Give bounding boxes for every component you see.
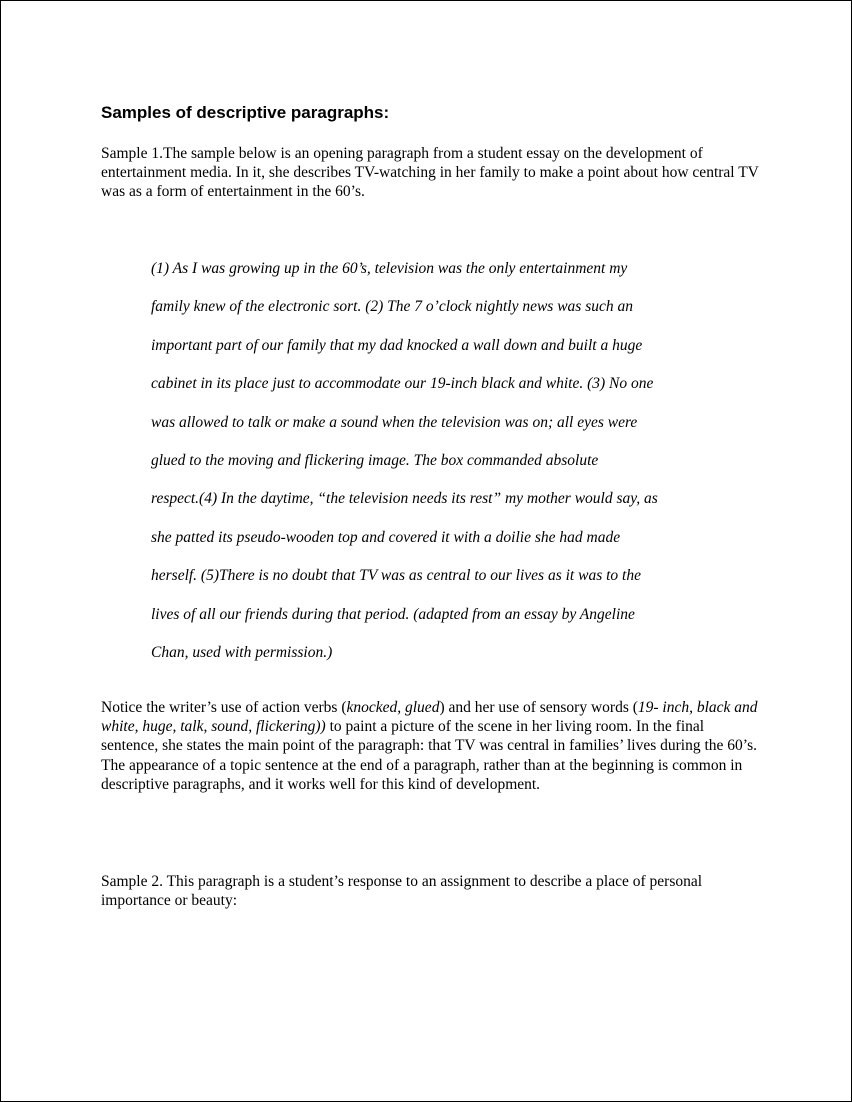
excerpt-line: family knew of the electronic sort. (2) The 7 o’clock nightly news was such an	[151, 298, 633, 316]
excerpt-line: cabinet in its place just to accommodate our 19-inch black and white. (3) No one	[151, 375, 654, 393]
excerpt-line: Chan, used with permission.)	[151, 643, 333, 661]
analysis-text: Notice the writer’s use of action verbs (	[101, 699, 347, 716]
analysis-text: ) and her use of sensory words (	[439, 699, 638, 716]
sample2-intro: Sample 2. This paragraph is a student’s response to an assignment to describe a place of personal importance or beauty:	[101, 873, 703, 910]
sample1-excerpt	[151, 259, 658, 681]
excerpt-line: was allowed to talk or make a sound when the television was on; all eyes were	[151, 413, 638, 431]
excerpt-line: lives of all our friends during that period. (adapted from an essay by Angeline	[151, 605, 635, 623]
sensory-words: 19- inch, black and white, huge, talk, sound, flickering))	[101, 699, 758, 736]
excerpt-line: she patted its pseudo-wooden top and covered it with a doilie she had made	[151, 528, 621, 546]
excerpt-line: glued to the moving and flickering image. The box commanded absolute	[151, 451, 599, 469]
excerpt-line: herself. (5)There is no doubt that TV was as central to our lives as it was to the	[151, 567, 641, 585]
sample1-intro: Sample 1.The sample below is an opening paragraph from a student essay on the development of entertainment media. In it, she describes TV-watching in her family to make a point about how central TV was as a form of entertainment in the 60’s.	[101, 145, 759, 201]
excerpt-line: (1) As I was growing up in the 60’s, television was the only entertainment my	[151, 260, 628, 277]
action-verbs: knocked, glued	[346, 699, 440, 716]
excerpt-line: important part of our family that my dad knocked a wall down and built a huge	[151, 336, 643, 354]
analysis-text: to paint a picture of the scene in her living room. In the final sentence, she states the main point of the paragraph: that TV was central in families’ lives during the 60’s. The appearance of a topic sentence at the end of a paragraph, rather than at the beginning is common in descriptive paragraphs, and it works well for this kind of development.	[101, 718, 757, 793]
analysis-paragraph	[101, 698, 761, 794]
excerpt-line: respect.(4) In the daytime, “the television needs its rest” my mother would say, as	[151, 490, 658, 508]
page-heading: Samples of descriptive paragraphs:	[101, 103, 390, 122]
